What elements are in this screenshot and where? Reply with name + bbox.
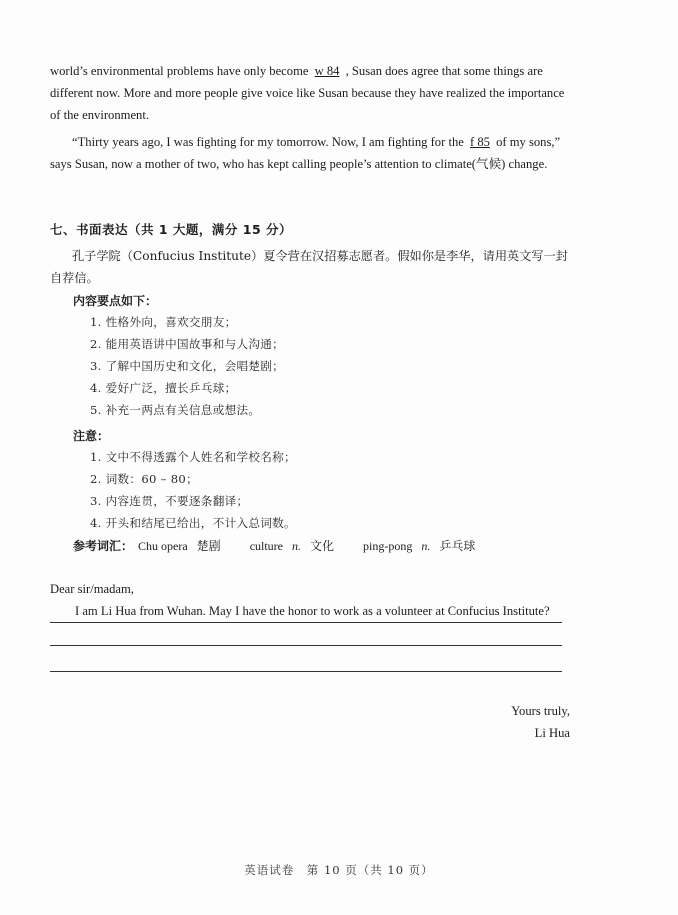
task-description: 孔子学院（Confucius Institute）夏令营在汉招募志愿者。假如你是李华，请用英文写一封自荐信。 — [50, 249, 568, 285]
points-heading: 内容要点如下： — [73, 294, 158, 308]
note-item: 3. 内容连贯，不要逐条翻译； — [90, 494, 249, 508]
reference-vocabulary — [73, 537, 475, 554]
passage-text: world’s environmental problems have only become — [50, 64, 312, 78]
point-item: 5. 补充一两点有关信息或想法。 — [90, 403, 261, 417]
point-item: 4. 爱好广泛，擅长乒乓球； — [90, 381, 237, 395]
note-item: 4. 开头和结尾已给出，不计入总词数。 — [90, 516, 296, 530]
letter-opening: I am Li Hua from Wuhan. May I have the honor to work as a volunteer at Confucius Institute? — [50, 600, 562, 623]
vocab-meaning: 乒乓球 — [439, 539, 476, 553]
vocab-pos: n. — [292, 539, 302, 553]
letter-signature: Li Hua — [534, 726, 570, 740]
vocab-word: Chu opera — [138, 539, 188, 553]
notes-heading: 注意： — [73, 429, 110, 443]
vocab-meaning: 文化 — [310, 539, 335, 553]
vocab-word: culture — [249, 539, 284, 553]
passage-text: “Thirty years ago, I was fighting for my tomorrow. Now, I am fighting for the — [72, 135, 467, 149]
passage-paragraph-1 — [50, 60, 572, 126]
passage-text: , Susan does agree that some things are different now. More and more people give voice like Susan because they have realized the importance of the environment. — [50, 64, 565, 122]
passage-paragraph-2 — [50, 131, 572, 175]
vocab-word: ping-pong — [363, 539, 413, 553]
passage-text: of my sons,” says Susan, now a mother of two, who has kept calling people’s attention to climate(气候) change. — [50, 135, 561, 171]
note-item: 1. 文中不得透露个人姓名和学校名称； — [90, 450, 296, 464]
point-item: 2. 能用英语讲中国故事和与人沟通； — [90, 337, 285, 351]
point-item: 1. 性格外向，喜欢交朋友； — [90, 315, 237, 329]
section-heading: 七、书面表达（共 1 大题，满分 15 分） — [50, 222, 293, 237]
answer-blank-85: f 85 — [469, 135, 490, 149]
page-footer: 英语试卷 第 10 页（共 10 页） — [244, 863, 434, 877]
vocab-label: 参考词汇： — [73, 539, 134, 553]
vocab-meaning: 楚剧 — [196, 539, 221, 553]
letter-closing: Yours truly, — [511, 704, 570, 718]
writing-line — [50, 645, 562, 646]
letter-salutation: Dear sir/madam, — [50, 582, 134, 596]
point-item: 3. 了解中国历史和文化，会唱楚剧； — [90, 359, 285, 373]
note-item: 2. 词数：60 – 80； — [90, 472, 198, 486]
writing-line — [50, 671, 562, 672]
answer-blank-84: w 84 — [314, 64, 340, 78]
vocab-pos: n. — [421, 539, 431, 553]
